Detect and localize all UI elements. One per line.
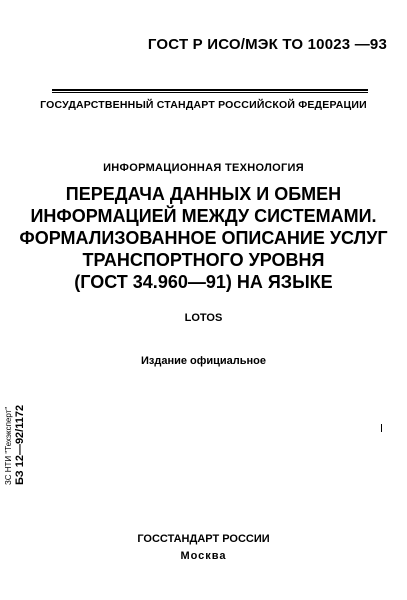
title-line: ПЕРЕДАЧА ДАННЫХ И ОБМЕН — [65, 184, 342, 204]
title-line: ИНФОРМАЦИЕЙ МЕЖДУ СИСТЕМАМИ. — [30, 206, 377, 226]
title-line: ТРАНСПОРТНОГО УРОВНЯ — [82, 250, 325, 270]
stamp-line-2: БЗ 12—92/1172 — [14, 404, 26, 485]
edition-label: Издание официальное — [140, 355, 267, 367]
standard-number: ГОСТ Р ИСО/МЭК ТО 10023 —93 — [147, 36, 387, 53]
header-rule-thin — [52, 92, 368, 93]
publisher: ГОССТАНДАРТ РОССИИ — [137, 533, 270, 545]
title-line: ФОРМАЛИЗОВАННОЕ ОПИСАНИЕ УСЛУГ — [19, 228, 388, 248]
registration-stamp — [4, 405, 27, 485]
language-label: LOTOS — [184, 312, 223, 324]
stamp-line-1: ЗС НТИ "Техэксперт" — [4, 406, 13, 485]
document-title — [0, 183, 407, 293]
state-standard-heading: ГОСУДАРСТВЕННЫЙ СТАНДАРТ РОССИЙСКОЙ ФЕДЕРАЦИИ — [40, 99, 367, 111]
margin-mark — [381, 424, 382, 432]
subject-heading: ИНФОРМАЦИОННАЯ ТЕХНОЛОГИЯ — [103, 162, 304, 174]
city: Москва — [180, 550, 227, 562]
title-line: (ГОСТ 34.960—91) НА ЯЗЫКЕ — [74, 272, 333, 292]
header-rule — [52, 89, 368, 91]
